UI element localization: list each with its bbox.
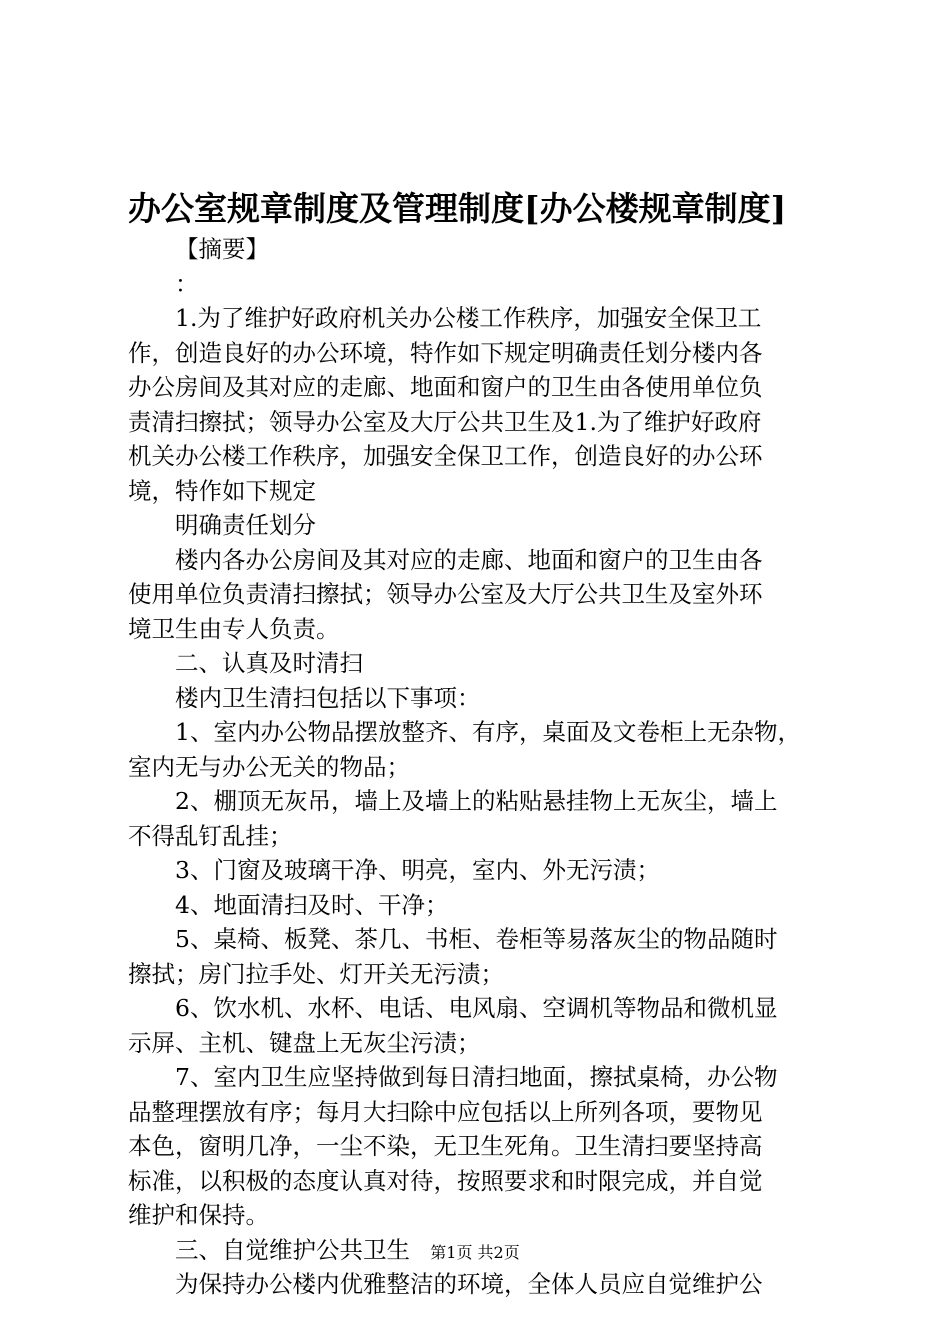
paragraph-line: 境卫生由专人负责。 (128, 614, 340, 643)
paragraph-line: 室内无与办公无关的物品； (128, 752, 410, 781)
paragraph-line: 维护和保持。 (128, 1201, 269, 1229)
paragraph-line: 示屏、主机、键盘上无灰尘污渍； (128, 1028, 481, 1057)
document-body (128, 232, 828, 1302)
paragraph-line: 标准，以积极的态度认真对待，按照要求和时限完成，并自觉 (128, 1166, 763, 1195)
paragraph-line: 品整理摆放有序；每月大扫除中应包括以上所列各项，要物见 (128, 1097, 763, 1126)
paragraph-line: ： (175, 269, 199, 298)
paragraph-line: 二、认真及时清扫 (175, 649, 363, 677)
paragraph-line: 三、自觉维护公共卫生 (175, 1235, 410, 1264)
paragraph-line: 境，特作如下规定 (128, 476, 316, 505)
paragraph-line: 明确责任划分 (175, 511, 316, 539)
paragraph-line: 7、室内卫生应坚持做到每日清扫地面，擦拭桌椅，办公物 (175, 1063, 778, 1091)
paragraph-line: 作，创造良好的办公环境，特作如下规定明确责任划分楼内各 (128, 338, 763, 367)
paragraph-line: 5、桌椅、板凳、茶几、书柜、卷柜等易落灰尘的物品随时 (175, 925, 778, 953)
paragraph-line: 责清扫擦拭；领导办公室及大厅公共卫生及1.为了维护好政府 (128, 407, 762, 436)
page-footer: 第1页 共2页 (430, 1243, 520, 1262)
paragraph-line: 使用单位负责清扫擦拭；领导办公室及大厅公共卫生及室外环 (128, 580, 763, 608)
paragraph-line: 【摘要】 (175, 235, 269, 263)
document-title: 办公室规章制度及管理制度[办公楼规章制度] (128, 189, 787, 228)
paragraph-line: 本色，窗明几净，一尘不染，无卫生死角。卫生清扫要坚持高 (128, 1132, 763, 1160)
paragraph-line: 机关办公楼工作秩序，加强安全保卫工作，创造良好的办公环 (128, 442, 763, 470)
paragraph-line: 擦拭；房门拉手处、灯开关无污渍； (128, 959, 504, 988)
paragraph-line: 1.为了维护好政府机关办公楼工作秩序，加强安全保卫工 (175, 304, 762, 332)
paragraph-line: 4、地面清扫及时、干净； (175, 890, 449, 919)
paragraph-line: 6、饮水机、水杯、电话、电风扇、空调机等物品和微机显 (175, 994, 778, 1022)
paragraph-line: 楼内卫生清扫包括以下事项： (175, 683, 481, 712)
paragraph-line: 3、门窗及玻璃干净、明亮，室内、外无污渍； (175, 856, 660, 884)
paragraph-line: 办公房间及其对应的走廊、地面和窗户的卫生由各使用单位负 (128, 373, 763, 401)
paragraph-line: 为保持办公楼内优雅整洁的环境，全体人员应自觉维护公 (175, 1270, 763, 1298)
paragraph-line: 楼内各办公房间及其对应的走廊、地面和窗户的卫生由各 (175, 545, 763, 574)
paragraph-line: 不得乱钉乱挂； (128, 821, 293, 850)
paragraph-line: 2、棚顶无灰吊，墙上及墙上的粘贴悬挂物上无灰尘，墙上 (175, 787, 778, 815)
paragraph-line: 1、室内办公物品摆放整齐、有序，桌面及文卷柜上无杂物， (175, 718, 801, 746)
